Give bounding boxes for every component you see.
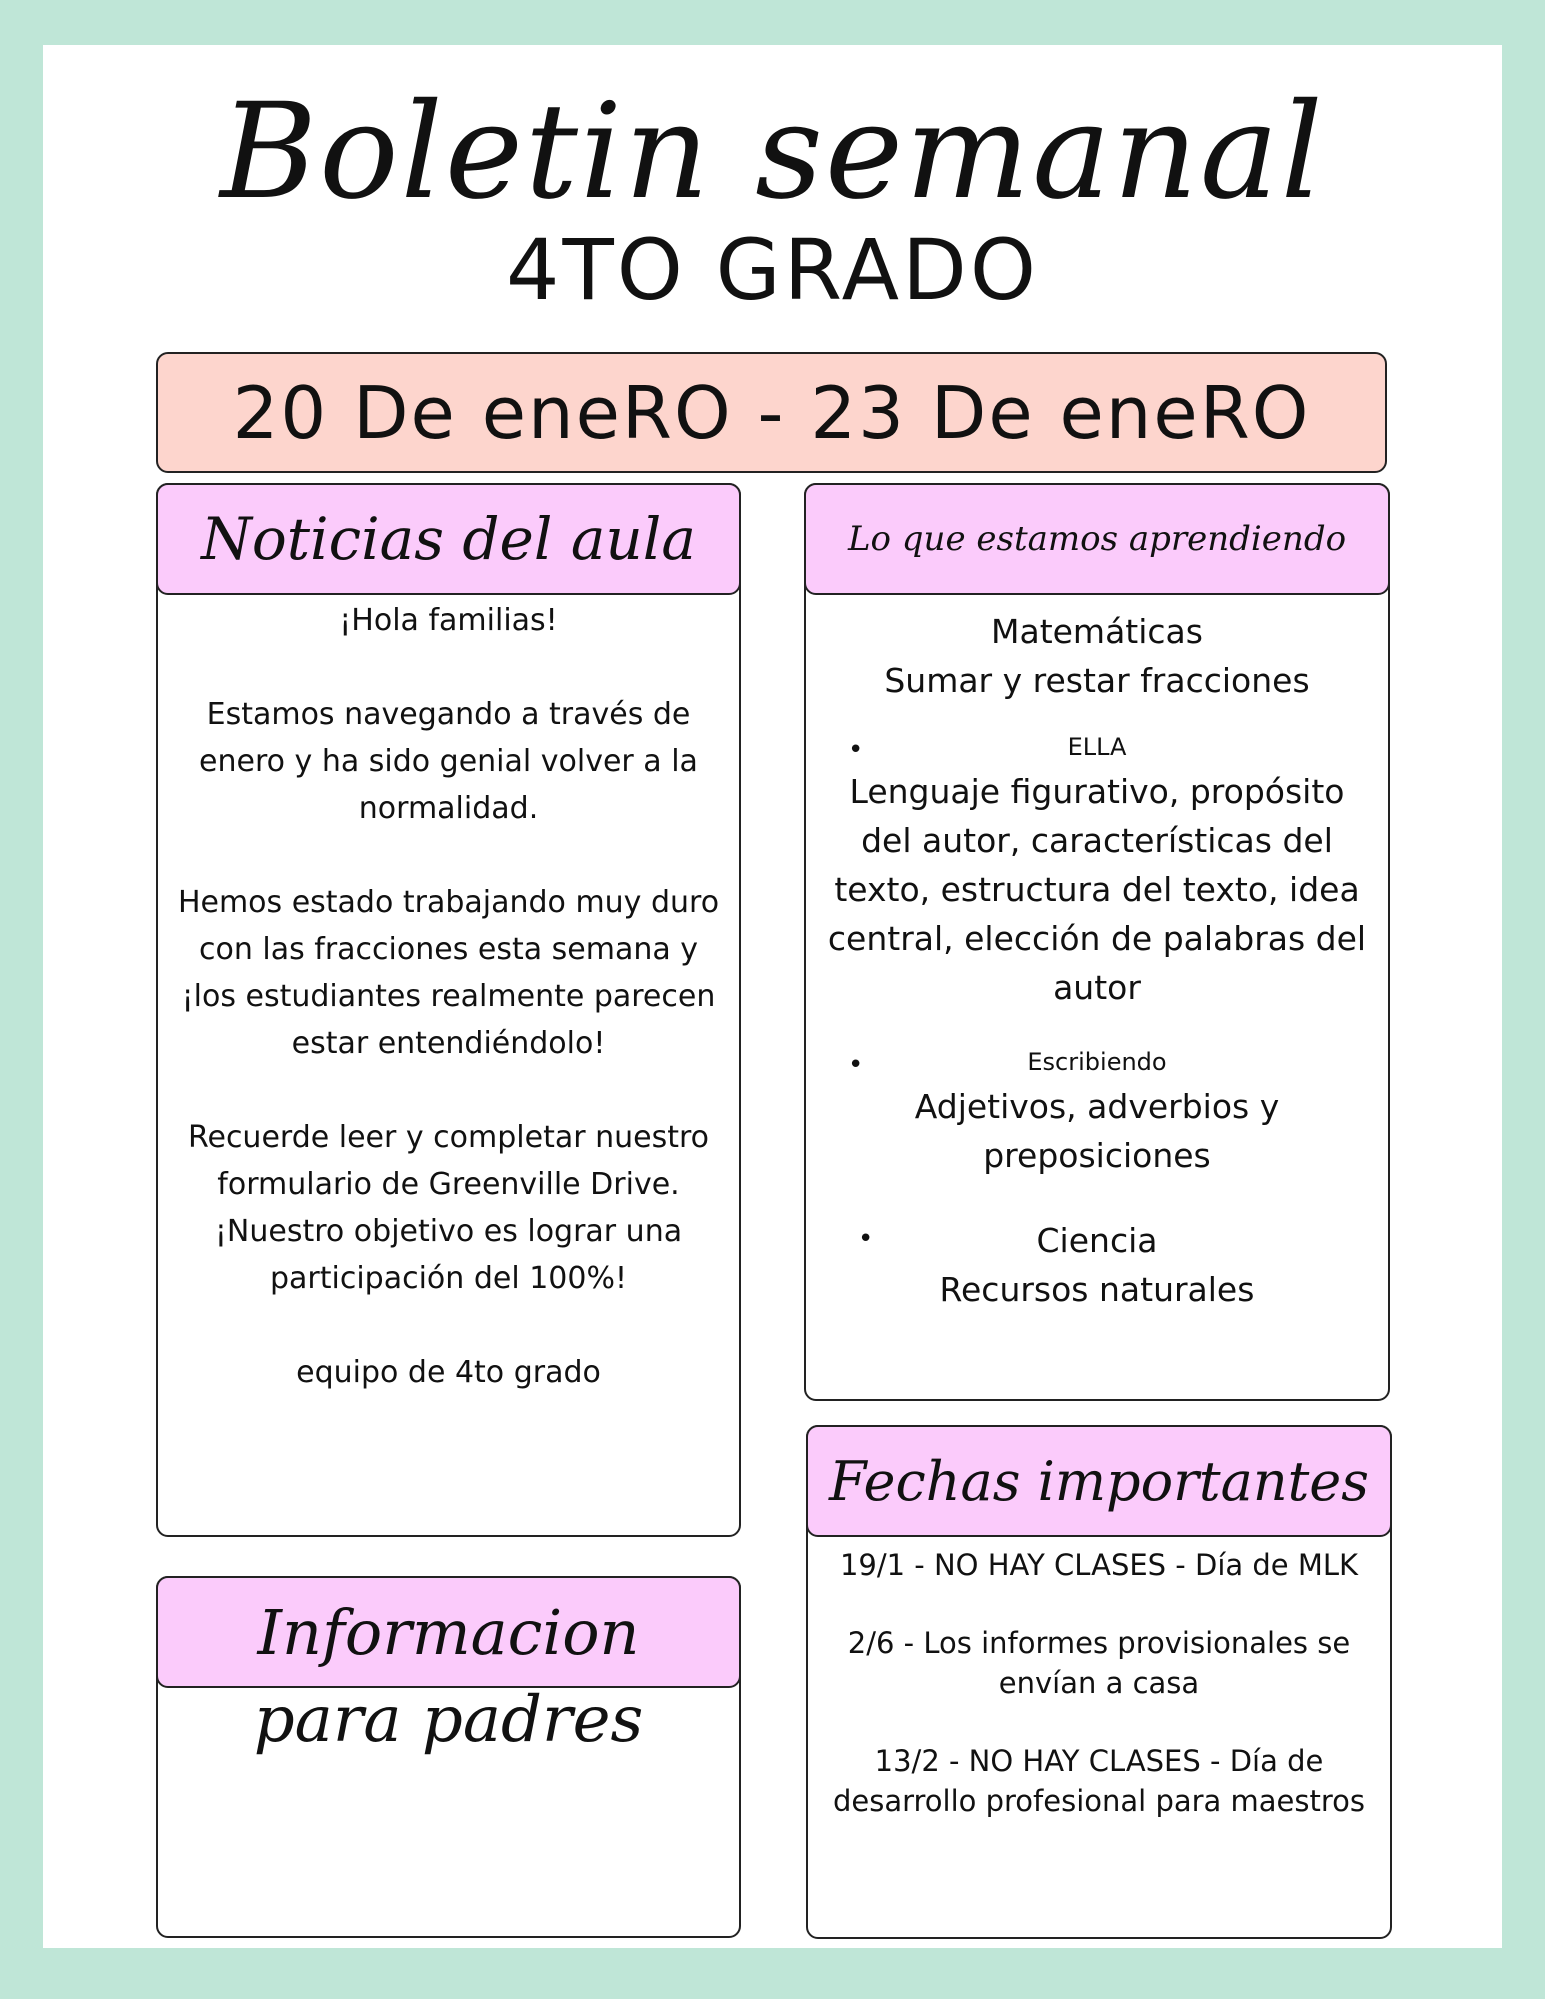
learning-card-header — [804, 483, 1390, 595]
news-body — [168, 597, 729, 1443]
learning-item — [826, 1042, 1368, 1180]
news-paragraph: Hemos estado trabajando muy duro con las fracciones esta semana y ¡los estudiantes realmente parecen estar entendiéndolo! — [177, 885, 720, 1061]
news-paragraph: Recuerde leer y completar nuestro formulario de Greenville Drive. ¡Nuestro objetivo es lograr una participación del 100%! — [187, 1120, 709, 1296]
learning-topic: Sumar y restar fracciones — [884, 661, 1310, 700]
newsletter-title: Boletin semanal — [220, 75, 1325, 229]
dates-card-header — [806, 1425, 1392, 1537]
news-signature: equipo de 4to grado — [296, 1355, 601, 1390]
learning-heading: Lo que estamos aprendiendo — [847, 519, 1347, 559]
learning-item — [826, 607, 1368, 705]
dates-body — [822, 1545, 1376, 1859]
parents-heading-continued: para padres — [253, 1683, 644, 1757]
bullet-marker: • — [858, 1224, 874, 1254]
date-item: 19/1 - NO HAY CLASES - Día de MLK — [839, 1548, 1359, 1582]
grade-subtitle: 4TO GRADO — [506, 221, 1039, 319]
date-range-banner — [156, 352, 1387, 473]
news-heading: Noticias del aula — [201, 505, 696, 573]
parents-card — [156, 1576, 741, 1938]
learning-card — [804, 483, 1390, 1401]
learning-subject: ELLA — [1067, 733, 1127, 761]
learning-body — [826, 607, 1368, 1314]
bullet-marker: • — [848, 1050, 864, 1080]
learning-topic: Adjetivos, adverbios y preposiciones — [914, 1087, 1280, 1175]
learning-topic: Lenguaje figurativo, propósito del autor, características del texto, estructura del texto, idea central, elección de palabras del autor — [827, 772, 1367, 1007]
news-paragraph: Estamos navegando a través de enero y ha sido genial volver a la normalidad. — [199, 697, 698, 826]
date-item: 13/2 - NO HAY CLASES - Día de desarrollo profesional para maestros — [832, 1744, 1366, 1818]
newsletter-page — [43, 45, 1502, 1948]
news-card — [156, 483, 741, 1537]
learning-item — [826, 727, 1368, 1012]
news-paragraph: ¡Hola familias! — [339, 603, 558, 638]
learning-subject: Ciencia — [1036, 1221, 1158, 1260]
dates-card — [806, 1425, 1392, 1939]
learning-subject: Escribiendo — [1027, 1048, 1167, 1076]
parents-heading: Informacion — [257, 1595, 640, 1669]
dates-heading: Fechas importantes — [829, 1449, 1369, 1513]
date-range-text: 20 De eneRO - 23 De eneRO — [232, 370, 1311, 455]
bullet-marker: • — [848, 735, 864, 765]
learning-subject: Matemáticas — [991, 612, 1203, 651]
learning-item — [826, 1216, 1368, 1314]
parents-card-header — [156, 1576, 741, 1688]
news-card-header — [156, 483, 741, 595]
learning-topic: Recursos naturales — [939, 1270, 1255, 1309]
date-item: 2/6 - Los informes provisionales se envían a casa — [847, 1626, 1351, 1700]
